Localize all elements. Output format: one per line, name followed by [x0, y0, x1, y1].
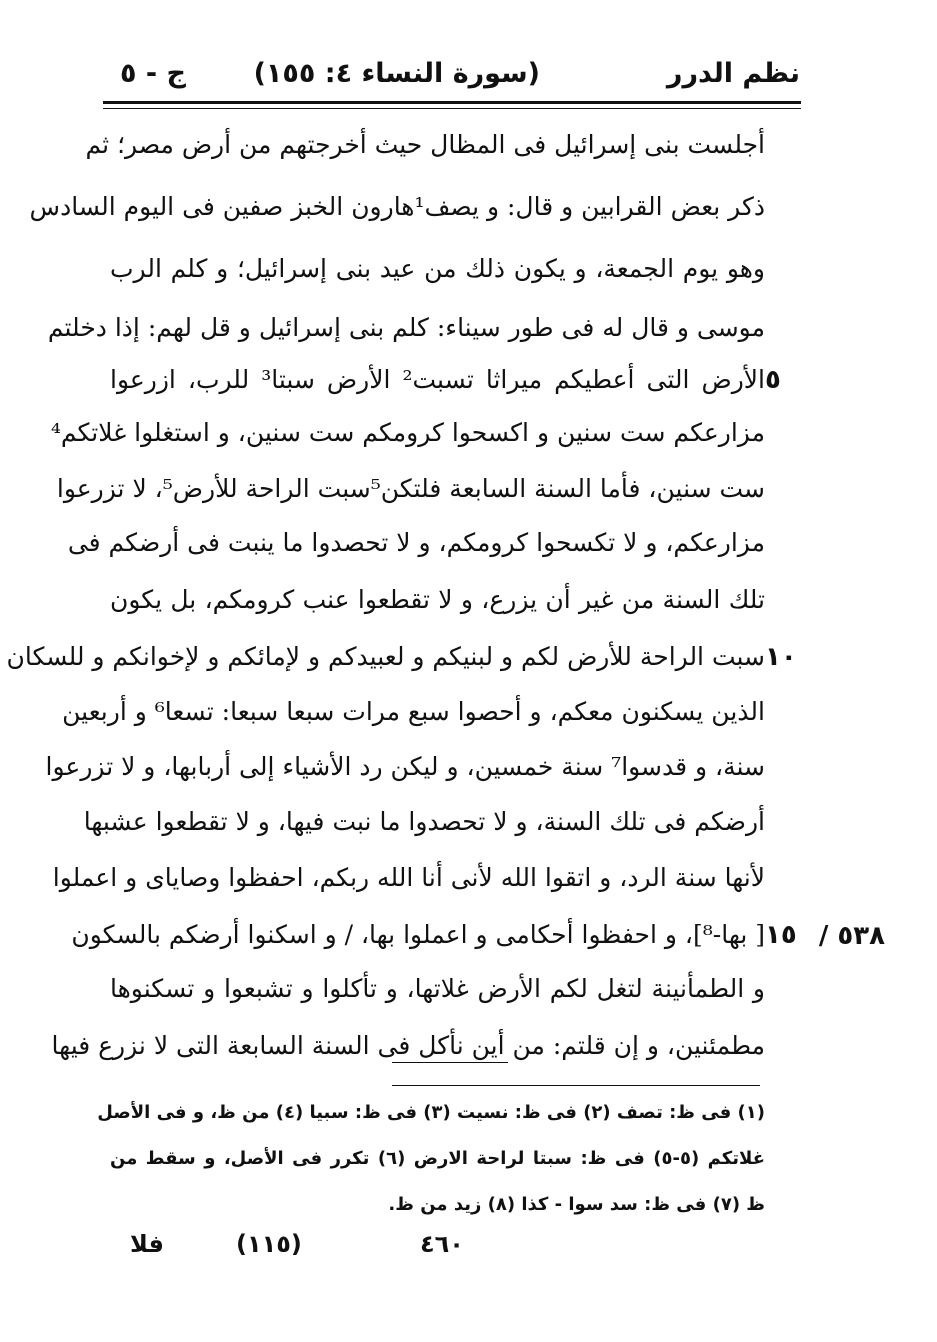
text-line: [ بها-⁸]، و احفظوا أحكامى و اعملوا بها، / و اسكنوا أرضكم بالسكون	[71, 920, 765, 949]
text-line: موسى و قال له فى طور سيناء: كلم بنى إسرائيل و قل لهم: إذا دخلتم	[47, 313, 765, 342]
text-line: وهو يوم الجمعة، و يكون ذلك من عيد بنى إسرائيل؛ و كلم الرب	[110, 254, 765, 283]
text-line: مزارعكم ست سنين و اكسحوا كرومكم ست سنين، و استغلوا غلاتكم⁴	[50, 418, 765, 447]
line-number-5: ٥	[765, 365, 781, 395]
text-underline	[392, 1062, 508, 1063]
running-header	[110, 58, 800, 98]
text-line: ست سنين، فأما السنة السابعة فلتكن⁵سبت الراحة للأرض⁵، لا تزرعوا	[56, 474, 765, 503]
text-line: أجلست بنى إسرائيل فى المظال حيث أخرجتهم من أرض مصر؛ ثم	[85, 130, 765, 159]
text-line: لأنها سنة الرد، و اتقوا الله لأنى أنا الله ربكم، احفظوا وصاياى و اعملوا	[52, 863, 765, 892]
page-number: ٤٦٠	[420, 1230, 464, 1258]
footnote-line: غلاتكم (٥-٥) فى ظ: سبتا لراحة الارض (٦) تكرر فى الأصل، و سقط من	[110, 1148, 765, 1169]
header-rule-thin	[103, 108, 801, 109]
text-line: ذكر بعض القرابين و قال: و يصف¹هارون الخبز صفين فى اليوم السادس	[29, 192, 765, 221]
footnote-line: (١) فى ظ: تصف (٢) فى ظ: نسيت (٣) فى ظ: سبيا (٤) من ظ، و فى الأصل	[97, 1102, 765, 1123]
section-number: (١١٥)	[236, 1230, 302, 1258]
text-line: سنة، و قدسوا⁷ سنة خمسين، و ليكن رد الأشياء إلى أربابها، و لا تزرعوا	[45, 752, 765, 781]
line-number-10: ١٠	[765, 642, 797, 672]
volume-number: ج - ٥	[120, 58, 186, 89]
text-line: تلك السنة من غير أن يزرع، و لا تقطعوا عنب كرومكم، بل يكون	[110, 585, 765, 614]
text-line: أرضكم فى تلك السنة، و لا تحصدوا ما نبت فيها، و لا تقطعوا عشبها	[83, 807, 765, 836]
header-rule-thick	[103, 101, 801, 104]
catchword: فلا	[130, 1230, 164, 1258]
text-line: و الطمأنينة لتغل لكم الأرض غلاتها، و تأكلوا و تشبعوا و تسكنوها	[110, 974, 765, 1003]
surah-reference: (سورة النساء ٤: ١٥٥)	[253, 58, 540, 89]
footnote-line: ظ (٧) فى ظ: سد سوا - كذا (٨) زيد من ظ.	[388, 1194, 765, 1215]
text-line: مزارعكم، و لا تكسحوا كرومكم، و لا تحصدوا ما ينبت فى أرضكم فى	[67, 528, 765, 557]
footnote-rule	[392, 1085, 760, 1086]
manuscript-folio-number: ٥٣٨ /	[818, 921, 885, 951]
text-line: الذين يسكنون معكم، و أحصوا سبع مرات سبعا سبعا: تسعا⁶ و أربعين	[62, 697, 765, 726]
line-number-15: ١٥	[765, 920, 797, 950]
text-line: سبت الراحة للأرض لكم و لبنيكم و لعبيدكم و لإمائكم و لإخوانكم و للسكان	[6, 642, 765, 671]
book-title: نظم الدرر	[666, 58, 800, 89]
text-line: الأرض التى أعطيكم ميراثا تسبت² الأرض سبتا³ للرب، ازرعوا	[110, 365, 765, 394]
text-line: مطمئنين، و إن قلتم: من أين نأكل فى السنة السابعة التى لا نزرع فيها	[51, 1031, 765, 1060]
